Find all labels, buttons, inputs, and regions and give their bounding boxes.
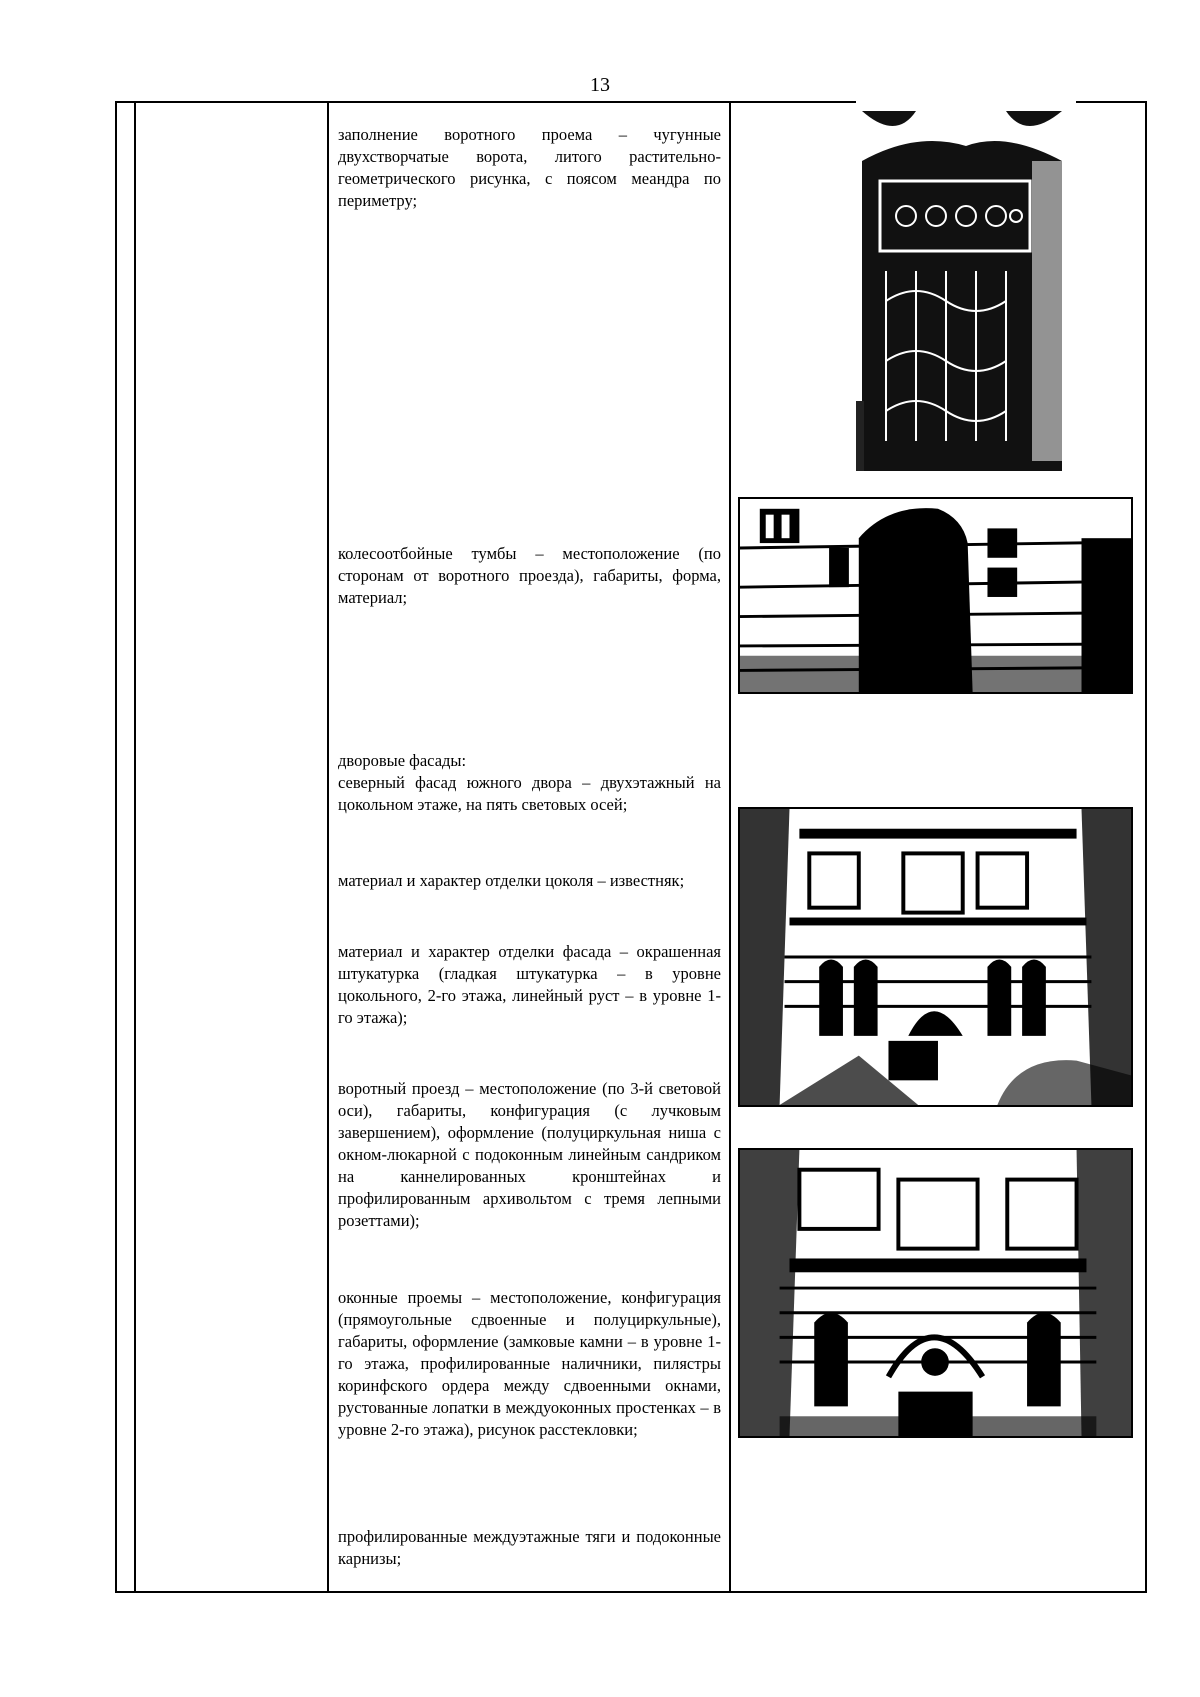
photo-gate — [856, 101, 1076, 471]
desc-plinth — [338, 870, 721, 892]
photo-north-facade — [738, 807, 1133, 1107]
desc-gate — [338, 124, 721, 212]
photo-facade-detail — [738, 1148, 1133, 1438]
column-divider-2 — [327, 101, 329, 1593]
cast-iron-gate-photo-icon — [856, 101, 1076, 471]
desc-north-facade: северный фасад южного двора – двухэтажный на цокольном этаже, на пять световых осей; — [338, 773, 721, 814]
desc-gateway — [338, 1078, 721, 1232]
photo-bollards — [738, 497, 1133, 694]
desc-windows-text: оконные проемы – местоположение, конфигурация (прямоугольные сдвоенные и полуциркульные), габариты, оформление (замковые камни – в уровне 1-го этажа, профилированные наличники, пилястры коринфского ордера между сдвоенными окнами, рустованные лопатки в междуоконных простенках – в уровне 2-го этажа), рисунок расстекловки; — [338, 1288, 721, 1439]
desc-cornices-text: профилированные междуэтажные тяги и подоконные карнизы; — [338, 1527, 721, 1568]
desc-bollards-text: колесоотбойные тумбы – местоположение (по сторонам от воротного проезда), габариты, форма, материал; — [338, 544, 721, 607]
desc-facade-finish-text: материал и характер отделки фасада – окрашенная штукатурка (гладкая штукатурка – в уровне цокольного, 2-го этажа, линейный руст – в уровне 1-го этажа); — [338, 942, 721, 1027]
column-divider-3 — [729, 101, 731, 1593]
desc-gate-text: заполнение воротного проема – чугунные двухстворчатые ворота, литого растительно-геометрического рисунка, с поясом меандра по периметру; — [338, 125, 721, 210]
desc-facade-finish — [338, 941, 721, 1029]
desc-windows — [338, 1287, 721, 1441]
desc-gateway-text: воротный проезд – местоположение (по 3-й световой оси), габариты, конфигурация (с лучковым завершением), оформление (полуциркульная ниша с окном-люкарной с подоконным линейным сандриком на каннелированных кронштейнах и профилированным архивольтом с тремя лепными розеттами); — [338, 1079, 721, 1230]
desc-cornices — [338, 1526, 721, 1570]
desc-bollards — [338, 543, 721, 609]
facade-detail-photo-icon — [740, 1150, 1131, 1436]
gateway-exterior-photo-icon — [740, 499, 1131, 692]
desc-plinth-text: материал и характер отделки цоколя – известняк; — [338, 871, 685, 890]
courtyard-facade-photo-icon — [740, 809, 1131, 1105]
desc-facades-heading — [338, 750, 721, 816]
column-divider-1 — [134, 101, 136, 1593]
page-number: 13 — [590, 74, 610, 96]
desc-facades-title: дворовые фасады: — [338, 751, 467, 770]
